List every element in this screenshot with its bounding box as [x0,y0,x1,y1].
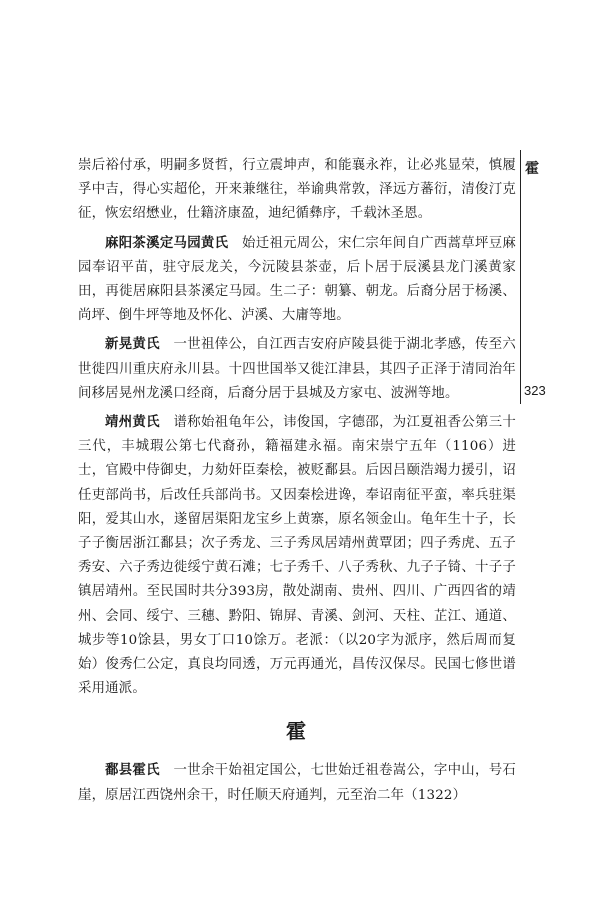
paragraph-text: 始迁祖元周公，宋仁宗年间自广西蒿草坪豆麻园奉诏平苗，驻守辰龙关，今沅陵县茶壶，后卜居于辰溪县龙门溪黄家田，再徙居麻阳县茶溪定马园。生二子：朝纂、朝龙。后裔分居于杨溪、尚坪、倒牛坪等地及怀化、泸溪、大庸等地。 [78,235,516,324]
paragraph-poxian-huo [78,758,516,807]
paragraph-text: 崇后裕付承，明嗣多贤哲，行立震坤声，和能襄永祚，让必兆显荣，慎履孚中吉，得心实超伦，开来兼继往，举谕典常敦，泽远方蕃衍，清俊汀克征，恢宏绍懋业，仕籍济康盈，迪纪循彝序，千载沐圣恩。 [78,158,516,222]
entry-heading: 靖州黄氏 [105,414,160,431]
paragraph-jingzhou-huang [78,410,516,701]
entry-heading: 鄱县霍氏 [105,762,160,779]
page-number: 323 [524,383,546,398]
paragraph-text: 一世余干始祖定国公，七世始迁祖卷嵩公，字中山，号石崖，原居江西饶州余干，时任顺天府通判，元至治二年（1322） [78,763,516,803]
entry-heading: 麻阳茶溪定马园黄氏 [105,234,229,251]
section-heading: 霍 [286,719,308,744]
paragraph-xinhuang-huang [78,332,516,406]
margin-rule [520,150,521,404]
paragraph-text: 谱称始祖龟年公，讳俊国，字德邵，为江夏祖香公第三十三代，丰城瑕公第七代裔孙，籍福建永福。南宋崇宁五年（1106）进士，官殿中侍御史，力劾奸臣秦桧，被贬鄱县。后因吕颐浩竭力援引，诏任吏部尚书，后改任兵部尚书。又因秦桧进谗，奉诏南征平蛮，率兵驻渠阳，爱其山水，遂留居渠阳龙宝乡上黄寨，原名领金山。龟年生十子，长子子衡居浙江鄱县；次子秀龙、三子秀凤居靖州黄覃团；四子秀虎、五子秀安、六子秀边徙绥宁黄石滩；七子秀千、八子秀秋、九子子锜、十子子镇居靖州。至民国时共分393房，散处湖南、贵州、四川、广西四省的靖州、会同、绥宁、三穗、黔阳、锦屏、青溪、剑河、天柱、芷江、通道、城步等10馀县，男女丁口10馀万。老派：（以20字为派序，然后周而复始）俊秀仁公定，真良均同透，万元再通光，昌传汉保尽。民国七修世谱采用通派。 [78,415,516,697]
running-head: 霍 [525,161,539,177]
paragraph-continued [78,154,516,227]
paragraph-text: 一世祖倖公，自江西吉安府庐陵县徙于湖北孝感，传至六世徙四川重庆府永川县。十四世国举又徙江津县，其四子正泽于清同治年间移居晃州龙溪口经商，后裔分居于县城及方家屯、波洲等地。 [78,337,516,401]
entry-heading: 新晃黄氏 [105,336,160,353]
main-text-column [78,154,516,812]
paragraph-mayang-huang [78,231,516,329]
